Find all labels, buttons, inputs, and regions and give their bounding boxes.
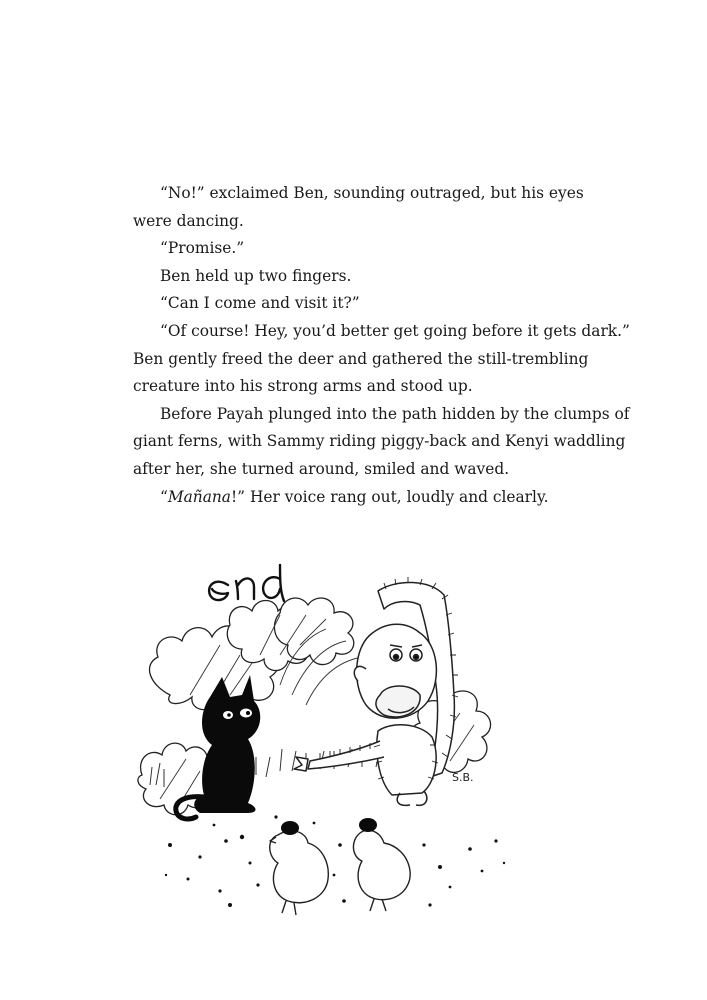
- end-illustration: [130, 545, 530, 920]
- final-line: [133, 484, 583, 512]
- open-quote: “: [160, 487, 168, 506]
- paragraph-line: after her, she turned around, smiled and waved.: [133, 459, 510, 478]
- paragraph-line: Before Payah plunged into the path hidden by the clumps of: [160, 404, 630, 423]
- grain-dots: [165, 815, 505, 907]
- end-lettering: [209, 565, 284, 601]
- paragraph-line: “Of course! Hey, you’d better get going before it gets dark.”: [160, 321, 630, 340]
- paragraph-line: “Can I come and visit it?”: [160, 294, 360, 313]
- final-line-rest: !” Her voice rang out, loudly and clearly.: [231, 487, 549, 506]
- paragraph-line: “No!” exclaimed Ben, sounding outraged, but his eyes: [160, 184, 584, 202]
- story-text: [133, 180, 630, 511]
- paragraph-line: creature into his strong arms and stood up.: [133, 377, 473, 396]
- paragraph-line: “Promise.”: [160, 239, 245, 258]
- paragraph-line: were dancing.: [133, 211, 244, 230]
- paragraph-line: giant ferns, with Sammy riding piggy-back and Kenyi waddling: [133, 432, 626, 451]
- paragraph-line: Ben gently freed the deer and gathered the still-trembling: [133, 349, 589, 368]
- artist-signature: S.B.: [452, 771, 474, 784]
- paragraph-line: Ben held up two fingers.: [160, 266, 352, 285]
- manana-word: Mañana: [167, 487, 231, 506]
- chickens-illustration: [270, 830, 410, 915]
